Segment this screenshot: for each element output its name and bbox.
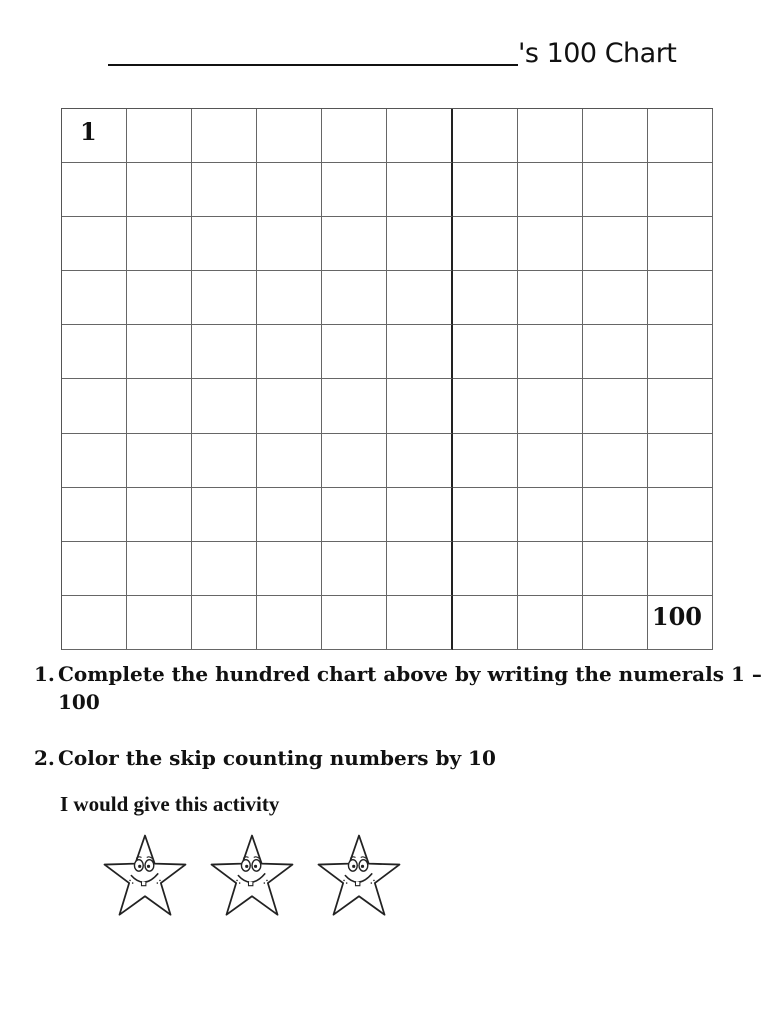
chart-cell[interactable] (648, 596, 713, 650)
chart-cell[interactable] (192, 271, 257, 325)
chart-cell[interactable] (387, 488, 452, 542)
chart-cell[interactable] (127, 325, 192, 379)
chart-cell[interactable] (62, 217, 127, 271)
chart-cell[interactable] (62, 596, 127, 650)
chart-cell[interactable] (192, 379, 257, 433)
last-number: 100 (651, 601, 702, 631)
chart-cell[interactable] (648, 542, 713, 596)
chart-cell[interactable] (583, 271, 648, 325)
chart-cell[interactable] (387, 109, 452, 163)
chart-cell[interactable] (387, 217, 452, 271)
chart-cell[interactable] (583, 109, 648, 163)
chart-cell[interactable] (648, 325, 713, 379)
chart-cell[interactable] (583, 163, 648, 217)
chart-cell[interactable] (192, 325, 257, 379)
chart-cell[interactable] (583, 542, 648, 596)
chart-cell[interactable] (127, 163, 192, 217)
chart-cell[interactable] (192, 109, 257, 163)
chart-cell[interactable] (62, 434, 127, 488)
instruction-2 (34, 744, 764, 772)
chart-cell[interactable] (127, 434, 192, 488)
chart-cell[interactable] (583, 596, 648, 650)
chart-cell[interactable] (127, 488, 192, 542)
chart-cell[interactable] (453, 163, 518, 217)
instructions (34, 660, 764, 772)
chart-cell[interactable] (257, 109, 322, 163)
chart-cell[interactable] (322, 217, 387, 271)
chart-cell[interactable] (648, 379, 713, 433)
chart-cell[interactable] (127, 596, 192, 650)
chart-cell[interactable] (518, 217, 583, 271)
chart-cell[interactable] (453, 271, 518, 325)
instruction-text: Complete the hundred chart above by writing the numerals 1 – 100 (58, 662, 762, 714)
chart-cell[interactable] (127, 217, 192, 271)
chart-cell[interactable] (453, 379, 518, 433)
chart-cell[interactable] (583, 217, 648, 271)
chart-cell[interactable] (648, 434, 713, 488)
smiling-star-icon[interactable] (207, 832, 297, 920)
chart-cell[interactable] (387, 379, 452, 433)
chart-cell[interactable] (192, 488, 257, 542)
chart-cell[interactable] (257, 325, 322, 379)
chart-cell[interactable] (518, 596, 583, 650)
chart-cell[interactable] (192, 434, 257, 488)
chart-cell[interactable] (648, 217, 713, 271)
star-rating (100, 832, 410, 922)
chart-cell[interactable] (257, 163, 322, 217)
title-text: 's 100 Chart (518, 38, 677, 69)
chart-cell[interactable] (62, 542, 127, 596)
chart-cell[interactable] (518, 379, 583, 433)
chart-cell[interactable] (192, 217, 257, 271)
instruction-1 (34, 660, 764, 716)
chart-cell[interactable] (257, 217, 322, 271)
chart-cell[interactable] (583, 379, 648, 433)
chart-cell[interactable] (257, 596, 322, 650)
chart-cell[interactable] (192, 542, 257, 596)
chart-cell[interactable] (648, 271, 713, 325)
hundred-chart-grid (61, 108, 713, 650)
chart-cell[interactable] (322, 542, 387, 596)
chart-cell[interactable] (583, 434, 648, 488)
chart-cell[interactable] (387, 434, 452, 488)
chart-cell[interactable] (322, 434, 387, 488)
chart-cell[interactable] (453, 217, 518, 271)
chart-cell[interactable] (387, 271, 452, 325)
chart-cell[interactable] (453, 596, 518, 650)
chart-cell[interactable] (127, 379, 192, 433)
chart-cell[interactable] (127, 109, 192, 163)
chart-cell[interactable] (518, 325, 583, 379)
smiling-star-icon[interactable] (100, 832, 190, 920)
chart-cell[interactable] (387, 596, 452, 650)
chart-cell[interactable] (62, 325, 127, 379)
chart-cell[interactable] (453, 325, 518, 379)
chart-cell[interactable] (583, 325, 648, 379)
rating-prompt: I would give this activity (60, 792, 280, 816)
chart-cell[interactable] (257, 542, 322, 596)
chart-cell[interactable] (192, 163, 257, 217)
chart-cell[interactable] (453, 542, 518, 596)
chart-cell[interactable] (518, 542, 583, 596)
chart-cell[interactable] (62, 163, 127, 217)
chart-cell[interactable] (518, 434, 583, 488)
chart-cell[interactable] (648, 109, 713, 163)
chart-cell[interactable] (322, 379, 387, 433)
chart-cell[interactable] (648, 163, 713, 217)
chart-cell[interactable] (322, 488, 387, 542)
chart-cell[interactable] (518, 271, 583, 325)
chart-cell[interactable] (257, 488, 322, 542)
instruction-text: Color the skip counting numbers by 10 (58, 746, 496, 770)
chart-cell[interactable] (257, 434, 322, 488)
chart-cell[interactable] (322, 271, 387, 325)
chart-cell[interactable] (127, 271, 192, 325)
chart-cell[interactable] (518, 488, 583, 542)
chart-cell[interactable] (62, 488, 127, 542)
chart-cell[interactable] (322, 163, 387, 217)
chart-cell[interactable] (453, 434, 518, 488)
chart-cell[interactable] (518, 109, 583, 163)
instruction-number: 1. (34, 662, 55, 686)
chart-cell[interactable] (257, 379, 322, 433)
instruction-number: 2. (34, 746, 55, 770)
smiling-star-icon[interactable] (314, 832, 404, 920)
chart-cell[interactable] (62, 271, 127, 325)
chart-cell[interactable] (648, 488, 713, 542)
chart-cell[interactable] (62, 379, 127, 433)
chart-cell[interactable] (322, 109, 387, 163)
chart-cell[interactable] (192, 596, 257, 650)
chart-cell[interactable] (322, 325, 387, 379)
worksheet-title (108, 36, 708, 76)
chart-cell[interactable] (257, 271, 322, 325)
chart-cell[interactable] (387, 325, 452, 379)
chart-cell[interactable] (387, 542, 452, 596)
chart-cell[interactable] (127, 542, 192, 596)
chart-cell[interactable] (62, 109, 127, 163)
name-blank-line[interactable] (108, 64, 518, 66)
chart-cell[interactable] (518, 163, 583, 217)
chart-cell[interactable] (322, 596, 387, 650)
chart-cell[interactable] (453, 109, 518, 163)
chart-cell[interactable] (453, 488, 518, 542)
chart-cell[interactable] (387, 163, 452, 217)
chart-cell[interactable] (583, 488, 648, 542)
first-number: 1 (80, 117, 97, 146)
